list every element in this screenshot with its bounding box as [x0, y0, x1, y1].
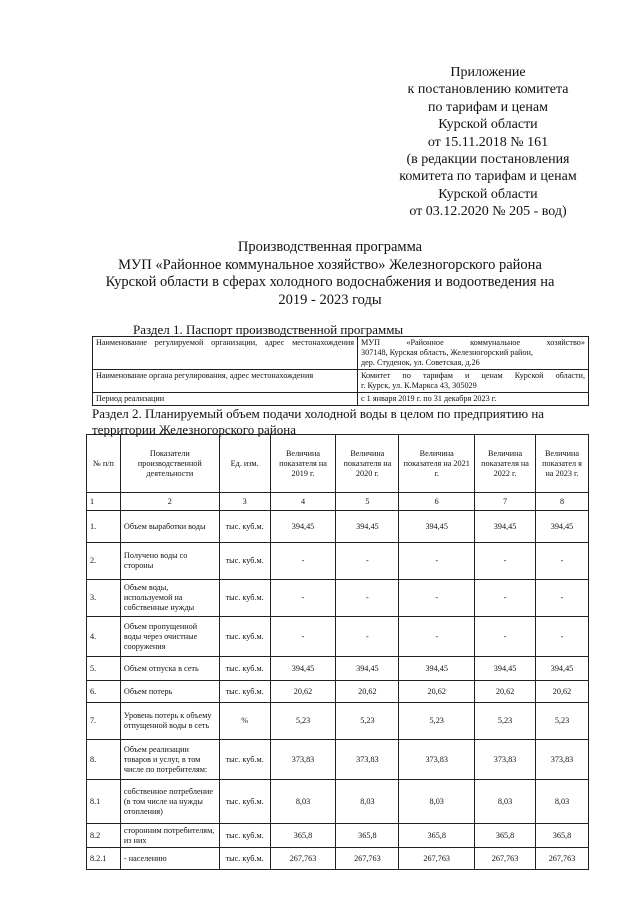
- table-cell: Наименование органа регулирования, адрес местонахождения: [93, 370, 358, 393]
- row-indicator: Объем выработки воды: [120, 511, 219, 543]
- annex-line: комитета по тарифам и ценам: [399, 169, 577, 185]
- row-value: 373,83: [336, 740, 399, 780]
- row-value: 365,8: [475, 824, 536, 848]
- row-value: 8,03: [270, 780, 336, 824]
- row-unit: тыс. куб.м.: [219, 824, 270, 848]
- row-value: -: [336, 543, 399, 580]
- table-cell: [358, 337, 589, 370]
- table-cell: с 1 января 2019 г. по 31 декабря 2023 г.: [358, 393, 589, 406]
- table-row: [87, 681, 589, 703]
- row-value: 373,83: [399, 740, 475, 780]
- cell-line: г. Курск, ул. К.Маркса 43, 305029: [361, 381, 477, 390]
- cell-line: МУП «Районное коммунальное хозяйство»: [361, 338, 585, 347]
- row-indicator: Объем потерь: [120, 681, 219, 703]
- row-indicator: Объем отпуска в сеть: [120, 657, 219, 681]
- column-number: 6: [399, 493, 475, 511]
- table-row: [87, 511, 589, 543]
- row-value: 20,62: [336, 681, 399, 703]
- passport-table: [92, 336, 589, 406]
- row-value: 5,23: [336, 703, 399, 740]
- row-indicator: Получено воды со стороны: [120, 543, 219, 580]
- column-header: Величина показател я на 2023 г.: [536, 435, 589, 493]
- row-value: 373,83: [475, 740, 536, 780]
- row-value: -: [475, 580, 536, 617]
- column-number: 7: [475, 493, 536, 511]
- row-indicator: собственное потребление (в том числе на нужды отопления): [120, 780, 219, 824]
- row-value: 373,83: [536, 740, 589, 780]
- annex-line: Курской области: [438, 186, 538, 202]
- annex-line: по тарифам и ценам: [428, 99, 548, 115]
- row-value: -: [336, 580, 399, 617]
- column-number: 2: [120, 493, 219, 511]
- row-value: 20,62: [475, 681, 536, 703]
- row-value: -: [536, 580, 589, 617]
- row-unit: тыс. куб.м.: [219, 580, 270, 617]
- table-cell: Период реализации: [93, 393, 358, 406]
- annex-line: от 03.12.2020 № 205 - вод): [409, 204, 567, 220]
- row-indicator: Объем воды, используемой на собственные нужды: [120, 580, 219, 617]
- table-cell: [358, 370, 589, 393]
- column-header: Величина показателя на 2022 г.: [475, 435, 536, 493]
- row-indicator: - населению: [120, 848, 219, 870]
- row-value: -: [536, 543, 589, 580]
- table-row: [87, 543, 589, 580]
- row-value: 8,03: [336, 780, 399, 824]
- row-indicator: Объем реализации товаров и услуг, в том числе по потребителям:: [120, 740, 219, 780]
- section1-heading: Раздел 1. Паспорт производственной программы: [133, 322, 404, 337]
- cell-line: дер. Студенок, ул. Советская, д.26: [361, 358, 480, 367]
- column-header: Величина показателя на 2021 г.: [399, 435, 475, 493]
- title-line: 2019 - 2023 годы: [278, 291, 382, 308]
- row-value: -: [270, 580, 336, 617]
- title-line: Курской области в сферах холодного водоснабжения и водоотведения на: [105, 274, 555, 290]
- row-value: 20,62: [270, 681, 336, 703]
- row-number: 5.: [87, 657, 121, 681]
- row-value: 394,45: [336, 511, 399, 543]
- annex-line: (в редакции постановления: [406, 152, 570, 168]
- row-indicator: Уровень потерь к объему отпущенной воды в сеть: [120, 703, 219, 740]
- row-value: -: [536, 617, 589, 657]
- column-number: 1: [87, 493, 121, 511]
- row-unit: тыс. куб.м.: [219, 617, 270, 657]
- annex-block: [388, 64, 588, 221]
- row-value: -: [475, 617, 536, 657]
- document-title: [80, 239, 580, 309]
- table-row: [93, 370, 589, 393]
- row-number: 3.: [87, 580, 121, 617]
- row-value: -: [475, 543, 536, 580]
- annex-line: Курской области: [438, 117, 538, 133]
- row-number: 8.2.1: [87, 848, 121, 870]
- cell-line: 307148, Курская область, Железногорский район,: [361, 348, 533, 357]
- table-row: [87, 617, 589, 657]
- table-cell: Наименование регулируемой организации, адрес местонахождения: [93, 337, 358, 370]
- row-value: 394,45: [399, 511, 475, 543]
- row-value: -: [270, 617, 336, 657]
- row-value: -: [399, 617, 475, 657]
- row-value: 394,45: [536, 657, 589, 681]
- table-row: [87, 703, 589, 740]
- column-header: Показатели производственной деятельности: [120, 435, 219, 493]
- row-number: 8.1: [87, 780, 121, 824]
- row-indicator: сторонним потребителям, из них: [120, 824, 219, 848]
- row-value: 394,45: [536, 511, 589, 543]
- column-header: № п/п: [87, 435, 121, 493]
- volume-table: [86, 434, 589, 870]
- row-value: 365,8: [270, 824, 336, 848]
- cell-line: Комитет по тарифам и ценам Курской области,: [361, 371, 585, 380]
- header-row: [87, 435, 589, 493]
- row-unit: тыс. куб.м.: [219, 543, 270, 580]
- table-row: [93, 393, 589, 406]
- row-number: 1.: [87, 511, 121, 543]
- row-unit: тыс. куб.м.: [219, 740, 270, 780]
- row-unit: тыс. куб.м.: [219, 657, 270, 681]
- row-number: 8.2: [87, 824, 121, 848]
- table-row: [87, 580, 589, 617]
- section2-heading: Раздел 2. Планируемый объем подачи холодной воды в целом по предприятию на территории Железногорского района: [92, 406, 545, 437]
- table-row: [87, 657, 589, 681]
- annex-line: Приложение: [450, 65, 526, 80]
- row-number: 7.: [87, 703, 121, 740]
- column-header: Ед. изм.: [219, 435, 270, 493]
- row-unit: тыс. куб.м.: [219, 511, 270, 543]
- row-value: 267,763: [399, 848, 475, 870]
- row-value: 8,03: [475, 780, 536, 824]
- column-number: 5: [336, 493, 399, 511]
- row-value: -: [399, 580, 475, 617]
- row-number: 4.: [87, 617, 121, 657]
- row-value: 267,763: [536, 848, 589, 870]
- row-value: -: [399, 543, 475, 580]
- table-row: [87, 824, 589, 848]
- row-value: 8,03: [536, 780, 589, 824]
- row-value: 267,763: [475, 848, 536, 870]
- table-row: [87, 740, 589, 780]
- column-number: 8: [536, 493, 589, 511]
- row-unit: тыс. куб.м.: [219, 848, 270, 870]
- row-value: 20,62: [399, 681, 475, 703]
- column-number: 3: [219, 493, 270, 511]
- row-value: 267,763: [336, 848, 399, 870]
- row-value: -: [336, 617, 399, 657]
- row-value: 5,23: [270, 703, 336, 740]
- row-value: -: [270, 543, 336, 580]
- row-indicator: Объем пропущенной воды через очистные сооружения: [120, 617, 219, 657]
- table-row: [87, 780, 589, 824]
- row-value: 394,45: [270, 511, 336, 543]
- row-value: 365,8: [399, 824, 475, 848]
- row-value: 267,763: [270, 848, 336, 870]
- annex-line: от 15.11.2018 № 161: [427, 134, 549, 150]
- row-value: 365,8: [536, 824, 589, 848]
- row-unit: тыс. куб.м.: [219, 780, 270, 824]
- row-unit: %: [219, 703, 270, 740]
- row-value: 394,45: [475, 511, 536, 543]
- title-line: Производственная программа: [237, 239, 423, 255]
- row-value: 5,23: [399, 703, 475, 740]
- row-value: 394,45: [399, 657, 475, 681]
- annex-line: к постановлению комитета: [407, 82, 569, 98]
- row-value: 8,03: [399, 780, 475, 824]
- row-number: 8.: [87, 740, 121, 780]
- row-value: 394,45: [475, 657, 536, 681]
- column-header: Величина показателя на 2020 г.: [336, 435, 399, 493]
- numbering-row: [87, 493, 589, 511]
- column-number: 4: [270, 493, 336, 511]
- table-row: [93, 337, 589, 370]
- row-value: 373,83: [270, 740, 336, 780]
- row-value: 394,45: [270, 657, 336, 681]
- row-number: 6.: [87, 681, 121, 703]
- row-unit: тыс. куб.м.: [219, 681, 270, 703]
- title-line: МУП «Районное коммунальное хозяйство» Железногорского района: [118, 256, 542, 273]
- column-header: Величина показателя на 2019 г.: [270, 435, 336, 493]
- row-value: 5,23: [536, 703, 589, 740]
- row-value: 5,23: [475, 703, 536, 740]
- table-row: [87, 848, 589, 870]
- row-number: 2.: [87, 543, 121, 580]
- row-value: 20,62: [536, 681, 589, 703]
- row-value: 394,45: [336, 657, 399, 681]
- row-value: 365,8: [336, 824, 399, 848]
